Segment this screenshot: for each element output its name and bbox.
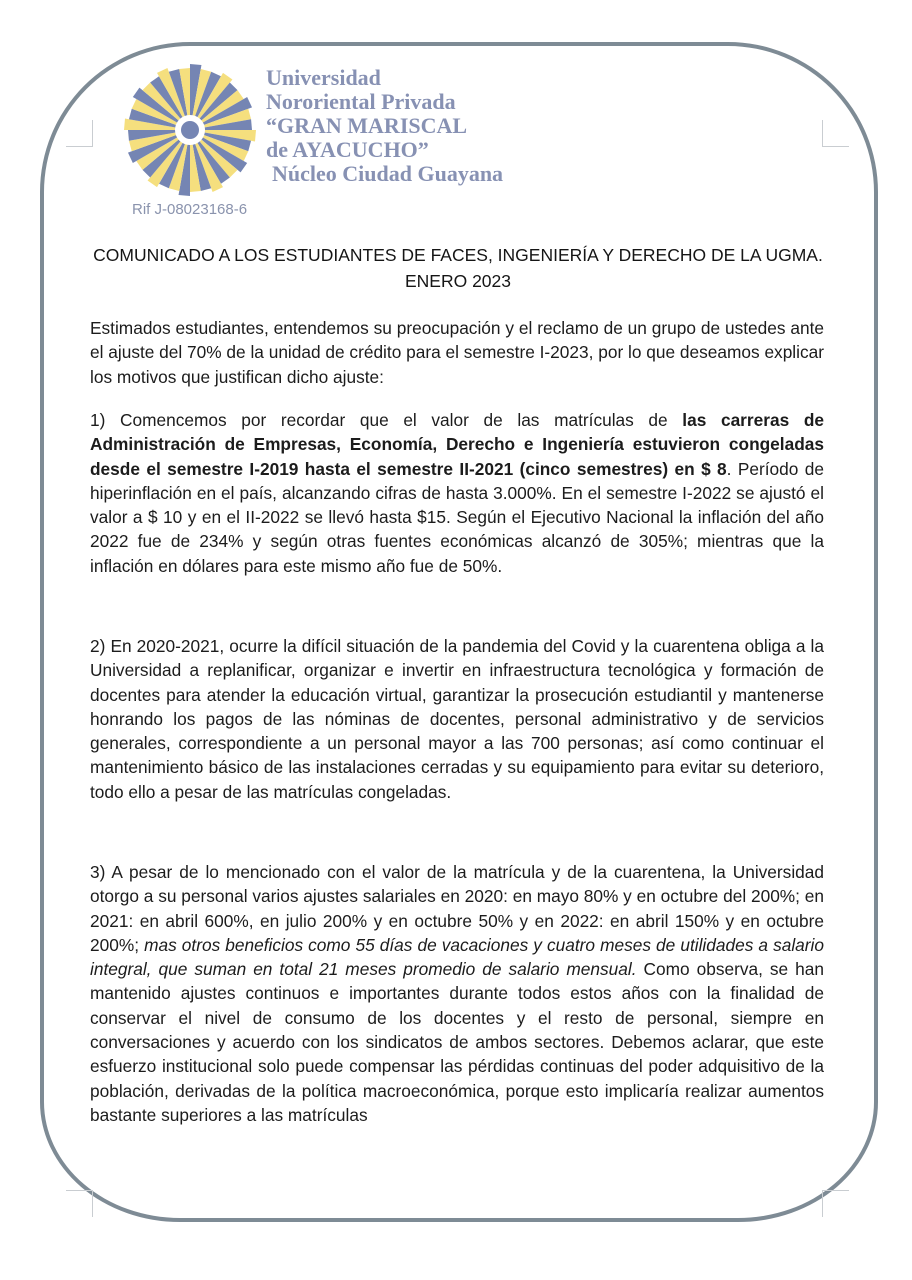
document-title: COMUNICADO A LOS ESTUDIANTES DE FACES, INGENIERÍA Y DERECHO DE LA UGMA. ENERO 2023 — [93, 245, 823, 291]
campus-name: Núcleo Ciudad Guayana — [272, 161, 504, 186]
point-3-italic-text: mas otros beneficios como 55 días de vacaciones y cuatro meses de utilidades a salario integral, que suman en total 21 meses promedio de salario mensual. — [90, 934, 825, 980]
point-3-paragraph — [90, 860, 824, 1127]
point-1-paragraph — [90, 408, 824, 578]
crop-mark-top-right — [822, 120, 849, 147]
crop-mark-bottom-left — [66, 1190, 93, 1217]
crop-mark-top-left — [66, 120, 93, 147]
university-name-line: de AYACUCHO” — [266, 137, 429, 162]
crop-mark-bottom-right — [822, 1190, 849, 1217]
point-2-paragraph: 2) En 2020-2021, ocurre la difícil situación de la pandemia del Covid y la cuarentena obliga a la Universidad a replanificar, organizar e invertir en infraestructura tecnológica y formación de docentes para atender la educación virtual, garantizar la prosecución estudiantil y mantenerse honrando los pagos de las nóminas de docentes, personal administrativo y de servicios generales, correspondiente a un personal mayor a las 700 personas; así como continuar el mantenimiento básico de las instalaciones cerradas y su equipamiento para evitar su deterioro, todo ello a pesar de las matrículas congeladas. — [90, 636, 824, 802]
university-name-line: “GRAN MARISCAL — [266, 113, 468, 138]
sunburst-logo-icon — [120, 60, 260, 200]
university-name-line: Nororiental Privada — [266, 89, 456, 114]
point-1-bold-text: las carreras de Administración de Empresas, Economía, Derecho e Ingeniería estuvieron congeladas desde el semestre I-2019 hasta el semestre II-2021 (cinco semestres) en $ 8 — [90, 410, 824, 479]
point-3-text-cont: Como observa, se han mantenido ajustes continuos e importantes durante todos estos años con la finalidad de conservar el nivel de consumo de los docentes y el resto de personal, siempre en conversaciones y acuerdo con los sindicatos de ambos sectores. Debemos aclarar, que este esfuerzo institucional solo puede compensar las pérdidas continuas del poder adquisitivo de la población, derivadas de la política macroeconómica, porque esto implicaría realizar aumentos bastante superiores a las matrículas — [90, 959, 825, 1125]
point-1-text: 1) Comencemos por recordar que el valor de las matrículas de — [90, 410, 683, 430]
university-name — [266, 66, 503, 186]
university-name-line: Universidad — [266, 65, 381, 90]
point-3-text: 3) A pesar de lo mencionado con el valor de la matrícula y de la cuarentena, la Universidad otorgo a su personal varios ajustes salariales en 2020: en mayo 80% y en octubre del 200%; en 2021: en abril 600%, en julio 200% y en octubre 50% y en 2022: en abril 150% y en octubre 200%; — [90, 862, 824, 955]
point-1-text-cont: . Período de hiperinflación en el país, alcanzando cifras de hasta 3.000%. En el semestre I-2022 se ajustó el valor a $ 10 y en el II-2022 se llevó hasta $15. Según el Ejecutivo Nacional la inflación del año 2022 fue de 234% y según otras fuentes económicas alcanzó de 305%; mientras que la inflación en dólares para este mismo año fue de 50%. — [90, 458, 824, 576]
rif-number: Rif J-08023168-6 — [132, 201, 248, 218]
intro-paragraph: Estimados estudiantes, entendemos su preocupación y el reclamo de un grupo de ustedes ante el ajuste del 70% de la unidad de crédito para el semestre I-2023, por lo que deseamos explicar los motivos que justifican dicho ajuste: — [90, 318, 824, 387]
